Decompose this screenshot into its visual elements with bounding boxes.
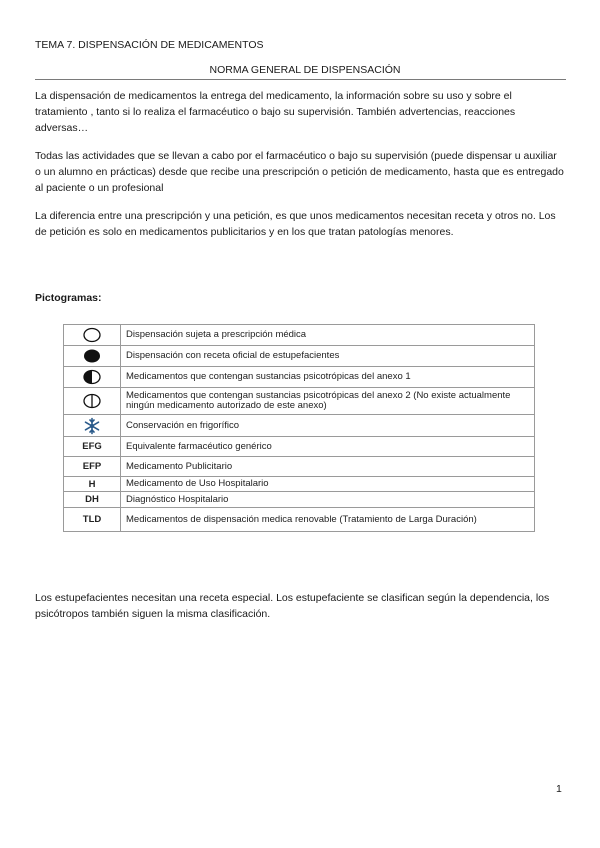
- pictogram-code: H: [64, 477, 121, 492]
- pictogram-code: EFG: [64, 437, 121, 457]
- paragraph-definition: La dispensación de medicamentos la entrega del medicamento, la información sobre su uso y sobre el tratamiento , tanto si lo realiza el farmacéutico o bajo su supervisión. También advertencias, reacciones adversas…: [35, 90, 516, 134]
- section-title: NORMA GENERAL DE DISPENSACIÓN: [209, 64, 401, 76]
- table-row: [64, 388, 535, 415]
- pictogram-description: Medicamentos que contengan sustancias psicotrópicas del anexo 2 (No existe actualmente ningún medicamento autorizado de este anexo): [121, 388, 535, 415]
- table-row: [64, 367, 535, 388]
- section-divider: [35, 79, 566, 80]
- paragraph-difference: La diferencia entre una prescripción y una petición, es que unos medicamentos necesitan receta y otros no. Los de petición es solo en medicamentos publicitarios y en los que tratan patologías menores.: [35, 210, 556, 238]
- pictogram-description: Equivalente farmacéutico genérico: [121, 437, 535, 457]
- pictogram-code: EFP: [64, 457, 121, 477]
- pictogram-description: Medicamentos que contengan sustancias psicotrópicas del anexo 1: [121, 367, 535, 388]
- pictogram-description: Conservación en frigorífico: [121, 415, 535, 437]
- pictogram-description: Medicamento de Uso Hospitalario: [121, 477, 535, 492]
- page-number: 1: [556, 783, 562, 795]
- table-row: [64, 492, 535, 508]
- paragraph-estupefacientes: Los estupefacientes necesitan una receta especial. Los estupefaciente se clasifican según la dependencia, los psicótropos también siguen la misma clasificación.: [35, 592, 550, 620]
- half-filled-circle-icon: [82, 369, 102, 385]
- pictogram-description: Dispensación con receta oficial de estupefacientes: [121, 346, 535, 367]
- table-row: [64, 325, 535, 346]
- pictogram-description: Diagnóstico Hospitalario: [121, 492, 535, 508]
- table-row: [64, 457, 535, 477]
- table-row: [64, 508, 535, 532]
- snowflake-icon: [83, 417, 101, 435]
- pictogram-description: Medicamentos de dispensación medica renovable (Tratamiento de Larga Duración): [121, 508, 535, 532]
- table-row: [64, 437, 535, 457]
- table-row: [64, 415, 535, 437]
- filled-circle-icon: [82, 348, 102, 364]
- pictogram-description: Medicamento Publicitario: [121, 457, 535, 477]
- table-row: [64, 346, 535, 367]
- document-title: TEMA 7. DISPENSACIÓN DE MEDICAMENTOS: [35, 39, 264, 51]
- circle-vertical-line-icon: [82, 393, 102, 409]
- table-row: [64, 477, 535, 492]
- empty-circle-icon: [82, 327, 102, 343]
- pictogram-code: TLD: [64, 508, 121, 532]
- pictogram-table: [63, 324, 535, 532]
- pictogram-description: Dispensación sujeta a prescripción médica: [121, 325, 535, 346]
- pictogramas-heading: Pictogramas:: [35, 292, 102, 304]
- paragraph-activities: Todas las actividades que se llevan a cabo por el farmacéutico o bajo su supervisión (puede dispensar u auxiliar o un alumno en prácticas) desde que recibe una prescripción o petición de medicamento, hasta que es entregado al paciente o un profesional: [35, 150, 564, 194]
- pictogram-code: DH: [64, 492, 121, 508]
